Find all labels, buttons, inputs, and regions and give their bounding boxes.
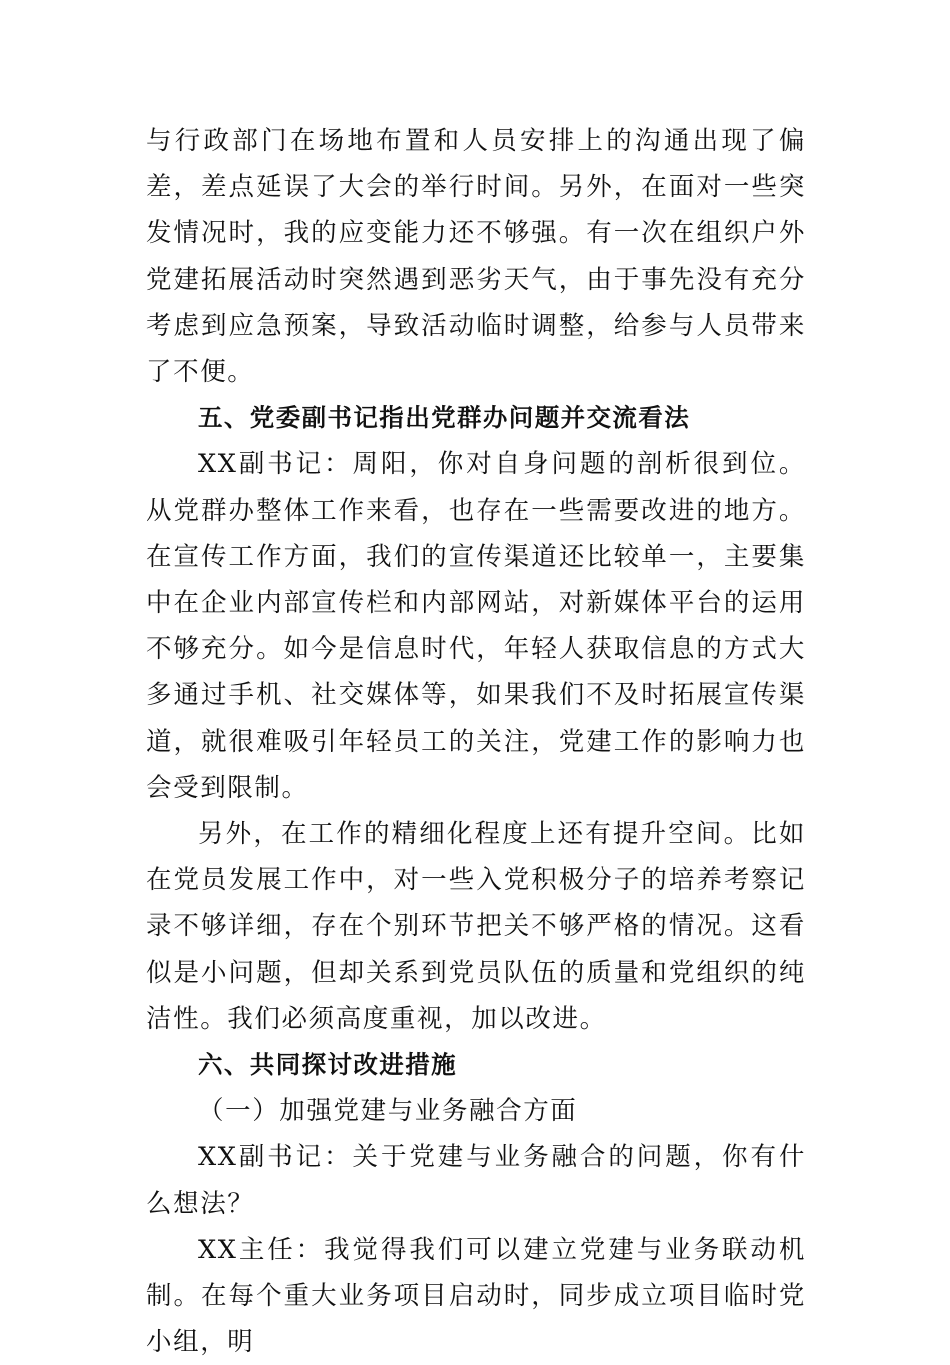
subsection-heading-one: （一）加强党建与业务融合方面	[198, 1096, 578, 1127]
document-body	[146, 118, 806, 1365]
paragraph-continuation: 与行政部门在场地布置和人员安排上的沟通出现了偏差，差点延误了大会的举行时间。另外，在面对一些突发情况时，我的应变能力还不够强。有一次在组织户外党建拓展活动时突然遇到恶劣天气，由于事先没有充分考虑到应急预案，导致活动临时调整，给参与人员带来了不便。	[146, 126, 806, 388]
paragraph-deputy-secretary-remarks: XX副书记：周阳，你对自身问题的剖析很到位。从党群办整体工作来看，也存在一些需要改进的地方。在宣传工作方面，我们的宣传渠道还比较单一，主要集中在企业内部宣传栏和内部网站，对新媒体平台的运用不够充分。如今是信息时代，年轻人获取信息的方式大多通过手机、社交媒体等，如果我们不及时拓展宣传渠道，就很难吸引年轻员工的关注，党建工作的影响力也会受到限制。	[146, 449, 806, 803]
section-heading-five: 五、党委副书记指出党群办问题并交流看法	[198, 403, 691, 433]
paragraph-deputy-secretary-question: XX副书记：关于党建与业务融合的问题，你有什么想法？	[146, 1142, 806, 1219]
section-heading-six: 六、共同探讨改进措施	[198, 1050, 457, 1080]
paragraph-director-answer: XX主任：我觉得我们可以建立党建与业务联动机制。在每个重大业务项目启动时，同步成立项目临时党小组，明	[146, 1234, 806, 1358]
paragraph-refinement-issues: 另外，在工作的精细化程度上还有提升空间。比如在党员发展工作中，对一些入党积极分子的培养考察记录不够详细，存在个别环节把关不够严格的情况。这看似是小问题，但却关系到党员队伍的质量和党组织的纯洁性。我们必须高度重视，加以改进。	[146, 819, 806, 1034]
